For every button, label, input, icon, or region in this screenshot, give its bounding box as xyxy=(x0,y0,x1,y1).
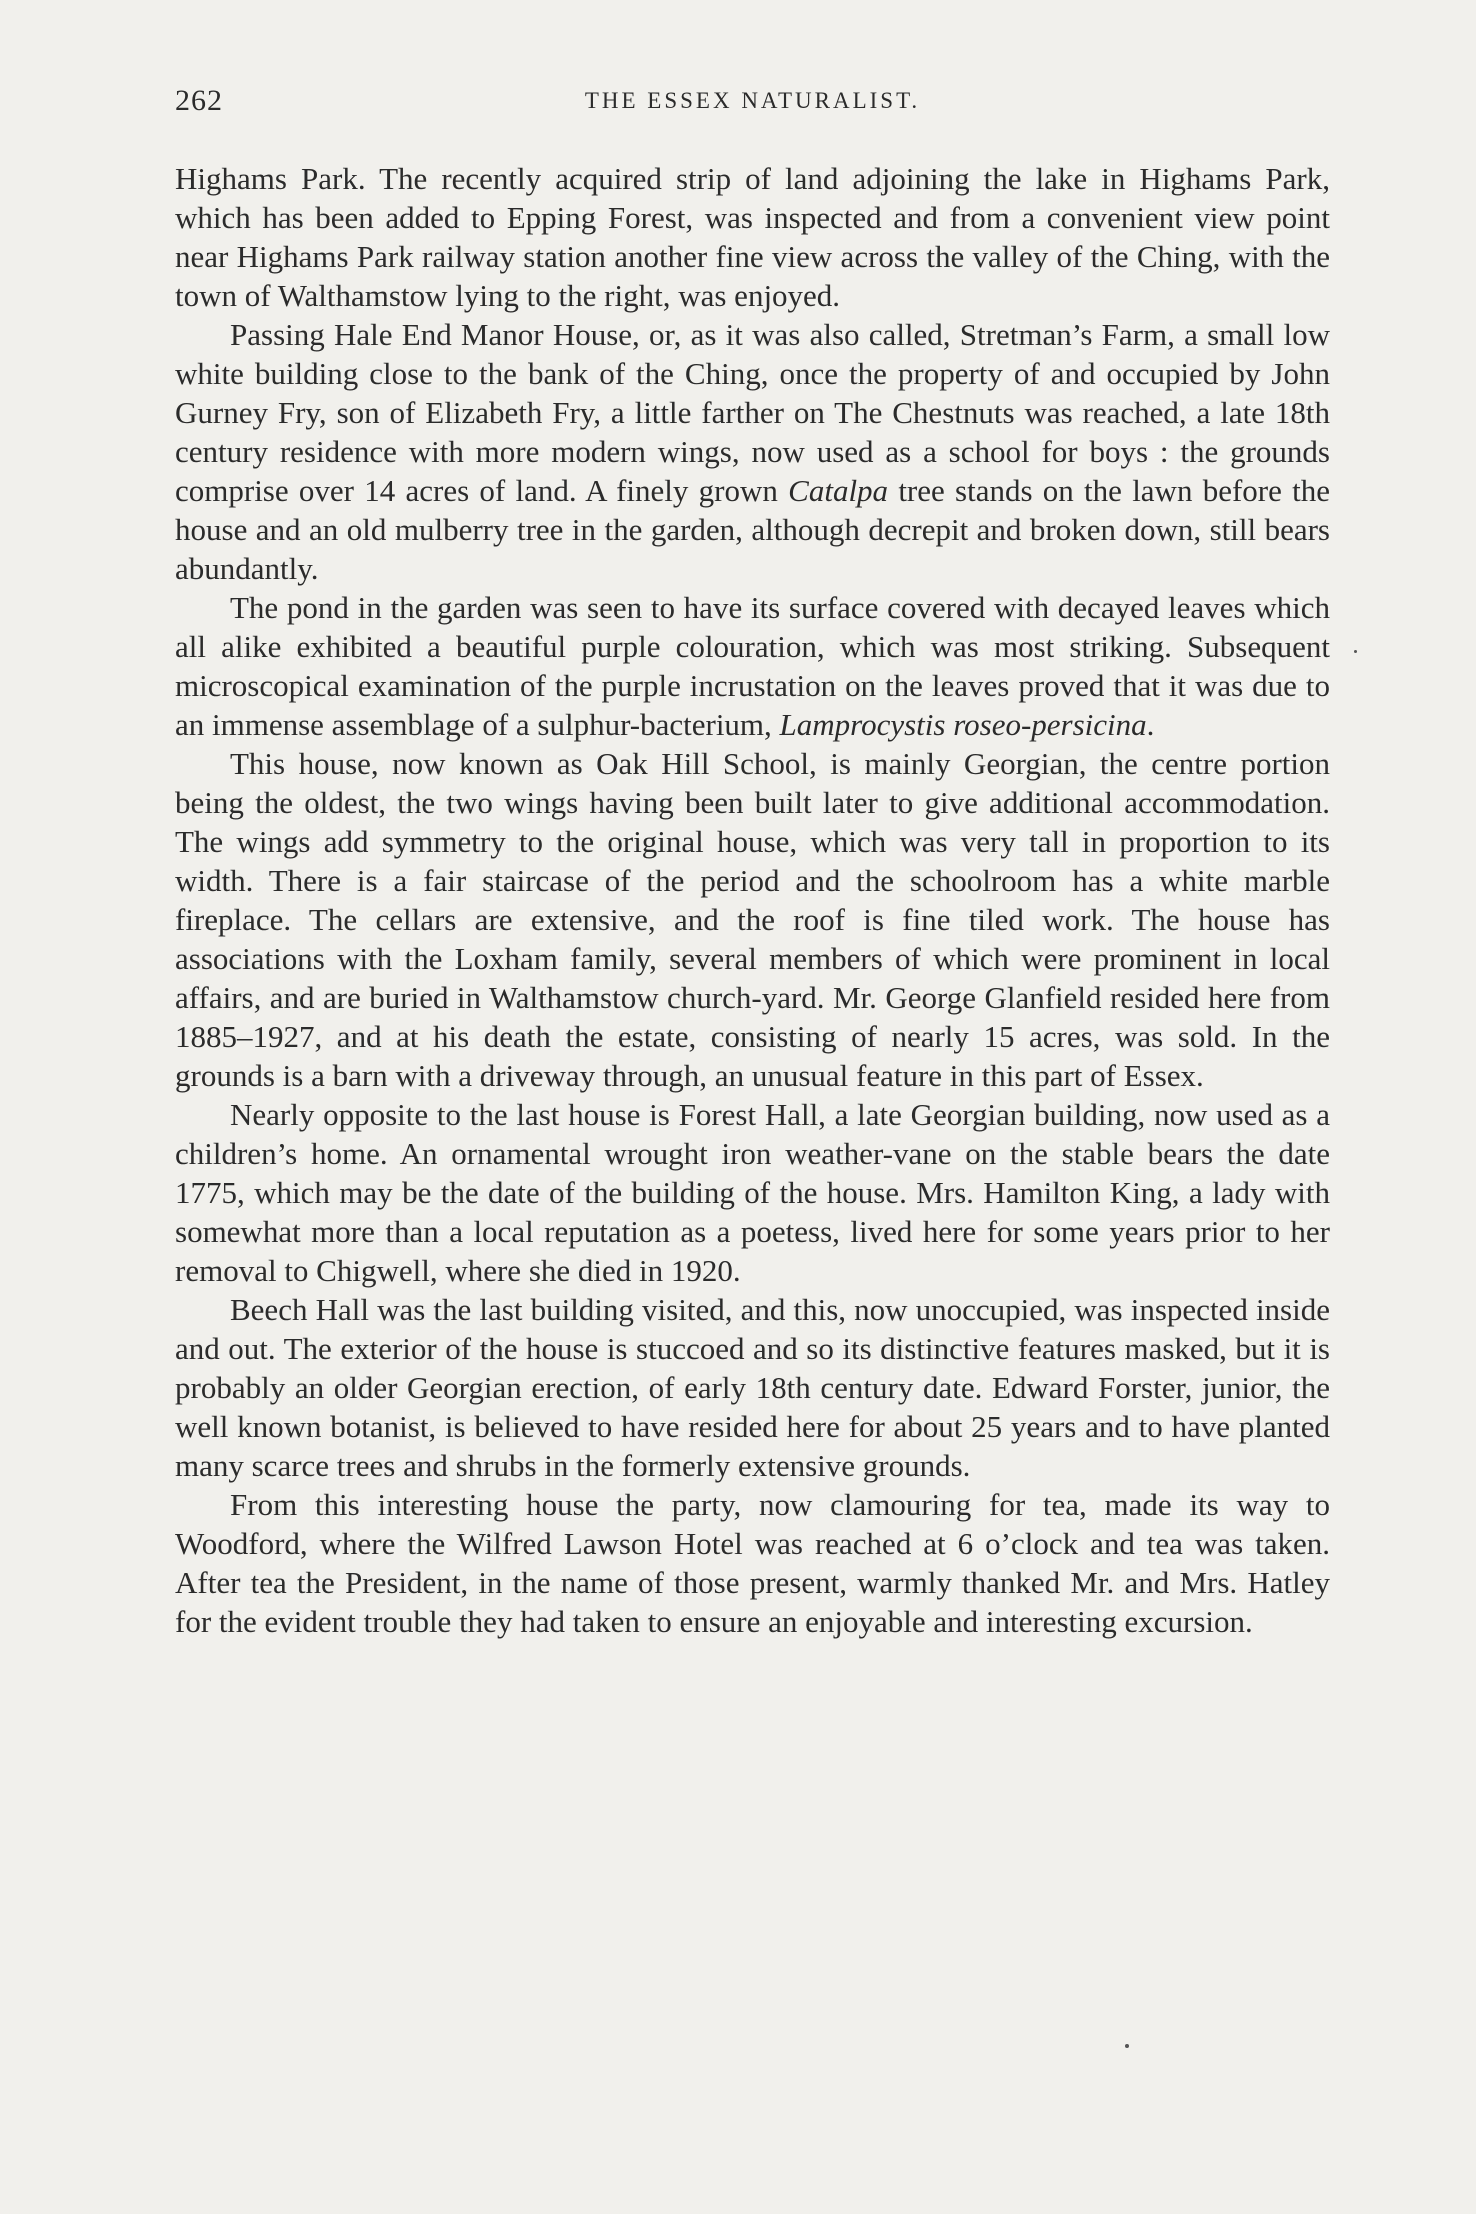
paragraph-text: From this interesting house the party, now clamouring for tea, made its way to Woodford, where the Wilfred Lawson Hotel was reached at 6 o’clock and tea was taken. After tea the President, in the name of those present, warmly thanked Mr. and Mrs. Hatley for the evident trouble they had taken to ensure an enjoyable and interesting excursion. xyxy=(175,1487,1330,1639)
paragraph-forest-hall xyxy=(175,1095,1330,1290)
paragraph-woodford xyxy=(175,1485,1330,1641)
body-text xyxy=(175,159,1330,1641)
running-title: THE ESSEX NATURALIST. xyxy=(584,88,921,113)
italic-taxon-name: Catalpa xyxy=(788,473,889,508)
paragraph-text: Beech Hall was the last building visited, and this, now unoccupied, was inspected inside and out. The exterior of the house is stuccoed and so its distinctive features masked, but it is probably an older Georgian erection, of early 18th century date. Edward Forster, junior, the well known botanist, is believed to have resided here for about 25 years and to have planted many scarce trees and shrubs in the formerly extensive grounds. xyxy=(175,1292,1330,1483)
paragraph-text: The pond in the garden was seen to have its surface covered with decayed leaves which all alike exhibited a beautiful purple colouration, which was most striking. Subsequent microscopical examination of the purple incrustation on the leaves proved that it was due to an immense assemblage of a sulphur-bacterium, xyxy=(175,590,1330,742)
paragraph-hale-end-manor xyxy=(175,315,1330,588)
paragraph-text: tree stands on the lawn before the house and an old mulberry tree in the garden, although decrepit and broken down, still bears abundantly. xyxy=(175,473,1331,586)
paragraph-text: Nearly opposite to the last house is Forest Hall, a late Georgian building, now used as a children’s home. An ornamental wrought iron weather-vane on the stable bears the date 1775, which may be the date of the building of the house. Mrs. Hamilton King, a lady with somewhat more than a local reputation as a poetess, lived here for some years prior to her removal to Chigwell, where she died in 1920. xyxy=(175,1097,1330,1288)
paragraph-oak-hill-school xyxy=(175,744,1330,1095)
page-number: 262 xyxy=(175,84,223,117)
paragraph-text: Passing Hale End Manor House, or, as it was also called, Stretman’s Farm, a small low white building close to the bank of the Ching, once the property of and occupied by John Gurney Fry, son of Elizabeth Fry, a little farther on The Chestnuts was reached, a late 18th century residence with more modern wings, now used as a school for boys : the grounds comprise over 14 acres of land. A finely grown xyxy=(175,317,1330,508)
paragraph-text: . xyxy=(1146,707,1155,742)
paragraph-text: This house, now known as Oak Hill School, is mainly Georgian, the centre portion being the oldest, the two wings having been built later to give additional accommodation. The wings add symmetry to the original house, which was very tall in proportion to its width. There is a fair staircase of the period and the schoolroom has a white marble fireplace. The cellars are extensive, and the roof is fine tiled work. The house has associations with the Loxham family, several members of which were prominent in local affairs, and are buried in Walthamstow church-yard. Mr. George Glanfield resided here from 1885–1927, and at his death the estate, consisting of nearly 15 acres, was sold. In the grounds is a barn with a driveway through, an unusual feature in this part of Essex. xyxy=(175,746,1330,1093)
paragraph-beech-hall xyxy=(175,1290,1330,1485)
paragraph-highams-park xyxy=(175,159,1330,315)
paragraph-pond xyxy=(175,588,1330,744)
italic-taxon-name: Lamprocystis roseo-persicina xyxy=(779,707,1147,742)
print-speck xyxy=(1354,650,1357,653)
page-header xyxy=(175,84,1330,124)
paragraph-text: Highams Park. The recently acquired strip of land adjoining the lake in Highams Park, which has been added to Epping Forest, was inspected and from a convenient view point near Highams Park railway station another fine view across the valley of the Ching, with the town of Walthamstow lying to the right, was enjoyed. xyxy=(175,161,1330,313)
print-speck xyxy=(1125,2044,1129,2048)
